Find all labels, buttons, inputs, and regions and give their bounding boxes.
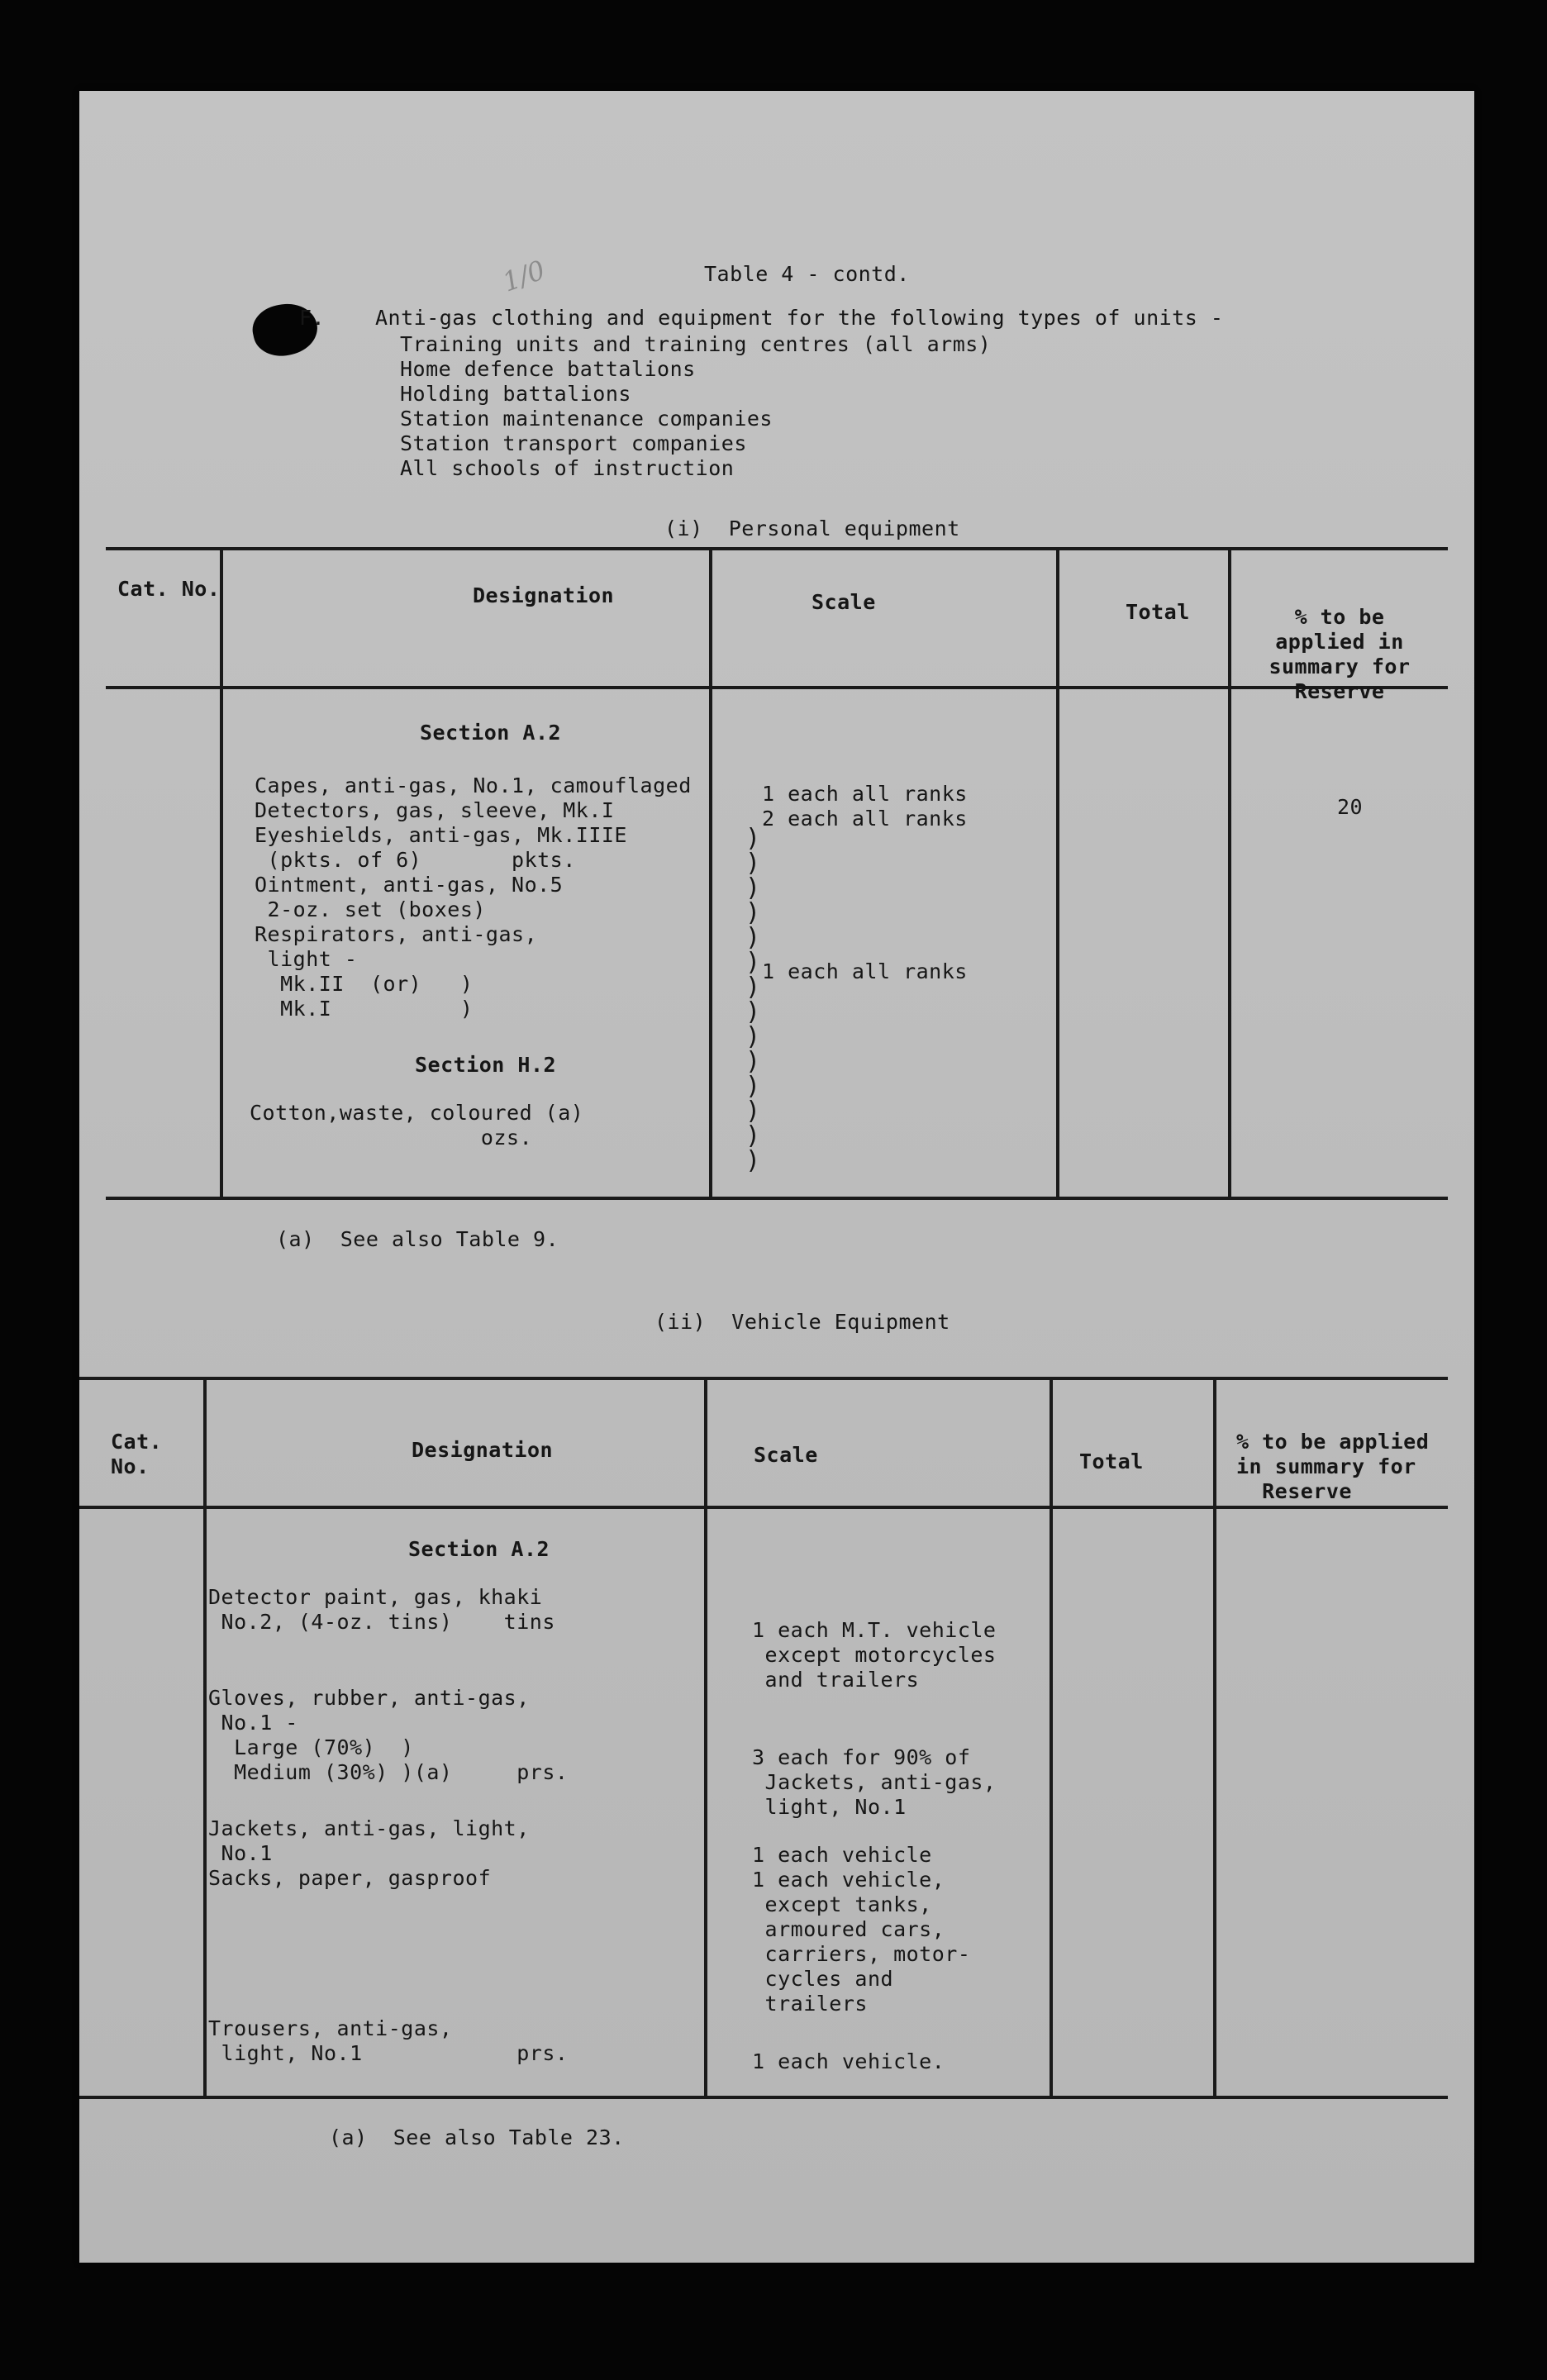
- unit-type: Station transport companies: [400, 431, 747, 455]
- table1-designation-line: Respirators, anti-gas,: [255, 922, 538, 946]
- table2-row-designation: Trousers, anti-gas, light, No.1 prs.: [208, 2016, 569, 2065]
- table2-col-designation: Designation: [412, 1438, 554, 1462]
- table2-col-total: Total: [1079, 1449, 1144, 1473]
- table2-title: (ii) Vehicle Equipment: [654, 1310, 950, 1334]
- table1-section-h2: Section H.2: [415, 1053, 557, 1077]
- unit-type: Home defence battalions: [400, 357, 696, 381]
- table1-col-scale: Scale: [812, 590, 876, 614]
- document-page: [79, 91, 1474, 2263]
- table1-col-reserve: % to be applied in summary for Reserve: [1269, 605, 1411, 703]
- table1-section-a2: Section A.2: [420, 721, 562, 745]
- unit-type: Training units and training centres (all arms): [400, 332, 992, 356]
- table1-designation-line: light -: [255, 947, 358, 971]
- section-letter: F.: [299, 306, 326, 330]
- table1-designation-line: Detectors, gas, sleeve, Mk.I: [255, 798, 615, 822]
- table2-row-designation: Detector paint, gas, khaki No.2, (4-oz. tins) tins: [208, 1585, 555, 1634]
- table1-designation-h2-line: Cotton,waste, coloured (a): [250, 1101, 584, 1125]
- table1-footnote: (a) See also Table 9.: [276, 1227, 559, 1251]
- table2-footnote: (a) See also Table 23.: [329, 2125, 625, 2149]
- table1-scale-line: 2 each all ranks: [762, 807, 968, 831]
- table1-col-designation: Designation: [473, 583, 615, 607]
- table2-row-designation: Sacks, paper, gasproof: [208, 1866, 492, 1890]
- table1-designation-line: 2-oz. set (boxes): [255, 897, 486, 921]
- table2-row-scale: 3 each for 90% of Jackets, anti-gas, light, No.1: [752, 1745, 997, 1819]
- section-intro: Anti-gas clothing and equipment for the following types of units -: [375, 306, 1224, 330]
- table2-row-designation: Jackets, anti-gas, light, No.1: [208, 1816, 530, 1865]
- page-title: Table 4 - contd.: [704, 262, 910, 286]
- table1-designation-line: Mk.II (or) ): [255, 972, 474, 996]
- table2-col-reserve: % to be applied in summary for Reserve: [1236, 1430, 1430, 1503]
- table1-reserve-value: 20: [1337, 795, 1364, 819]
- table1-scale-bracket-label: 1 each all ranks: [762, 959, 968, 983]
- table1-scale-line: 1 each all ranks: [762, 782, 968, 806]
- table1-designation-line: Mk.I ): [255, 997, 474, 1021]
- table1-title: (i) Personal equipment: [664, 516, 960, 540]
- table1-scale-bracket: ) ) ) ) ) ) ) ) ) ) ) ) ) ): [745, 824, 761, 1175]
- table2-row-designation: Gloves, rubber, anti-gas, No.1 - Large (70%) ) Medium (30%) )(a) prs.: [208, 1686, 569, 1784]
- pencil-annotation: 1/0: [498, 254, 550, 298]
- table2-col-scale: Scale: [754, 1443, 818, 1467]
- table2-section-a2: Section A.2: [408, 1537, 550, 1561]
- unit-type: All schools of instruction: [400, 456, 735, 480]
- table1-designation-line: Ointment, anti-gas, No.5: [255, 873, 564, 897]
- table1-designation-line: Capes, anti-gas, No.1, camouflaged: [255, 774, 692, 797]
- table2-row-scale: 1 each M.T. vehicle except motorcycles and trailers: [752, 1618, 997, 1692]
- table1-designation-h2-line: ozs.: [250, 1126, 533, 1150]
- table1-col-total: Total: [1126, 600, 1190, 624]
- unit-type: Holding battalions: [400, 382, 631, 406]
- table2-col-catno: Cat. No.: [111, 1430, 163, 1478]
- table2-row-scale: 1 each vehicle.: [752, 2049, 945, 2073]
- table2-row-scale: 1 each vehicle, except tanks, armoured cars, carriers, motor- cycles and trailers: [752, 1868, 971, 2016]
- table1-col-catno: Cat. No.: [117, 577, 221, 601]
- unit-type: Station maintenance companies: [400, 407, 773, 431]
- table1-designation-line: Eyeshields, anti-gas, Mk.IIIE: [255, 823, 627, 847]
- table2-row-scale: 1 each vehicle: [752, 1843, 932, 1867]
- table1-designation-line: (pkts. of 6) pkts.: [255, 848, 576, 872]
